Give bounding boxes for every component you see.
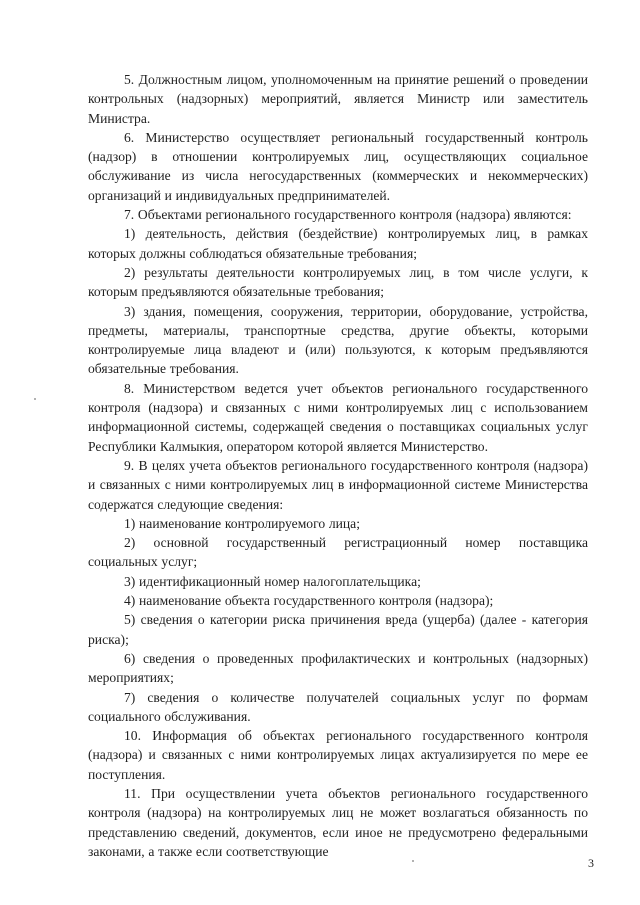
paragraph-9-item-7: 7) сведения о количестве получателей социальных услуг по формам социального обслуживания. [88,689,588,724]
paragraph-7-item-3: 3) здания, помещения, сооружения, территории, оборудование, устройства, предметы, материалы, транспортные средства, другие объекты, которыми контролируемые лица владеют и (или) пользуются, к которым предъявляются обязательные требования. [88,303,588,377]
paragraph-9-item-1: 1) наименование контролируемого лица; [124,515,360,531]
paragraph-9-item-3: 3) идентификационный номер налогоплательщика; [124,573,421,589]
paragraph-9-item-2: 2) основной государственный регистрационный номер поставщика социальных услуг; [88,535,588,570]
paragraph-8: 8. Министерством ведется учет объектов регионального государственного контроля (надзора) и связанных с ними контролируемых лиц с использованием информационной системы, содержащей сведения о поставщиках социальных услуг Республики Калмыкия, оператором которой является Министерство. [88,380,588,454]
scan-speck [412,860,414,862]
paragraph-11: 11. При осуществлении учета объектов регионального государственного контроля (надзора) на контролируемых лиц не может возлагаться обязанность по представлению сведений, документов, если иное не предусмотрено федеральными законами, а также если соответствующие [88,785,588,859]
scan-speck [34,398,36,400]
paragraph-6: 6. Министерство осуществляет региональный государственный контроль (надзор) в отношении контролируемых лиц, осуществляющих социальное обслуживание из числа негосударственных (коммерческих и некоммерческих) организаций и индивидуальных предпринимателей. [88,129,588,203]
paragraph-5: 5. Должностным лицом, уполномоченным на принятие решений о проведении контрольных (надзорных) мероприятий, является Министр или заместитель Министра. [88,72,588,126]
paragraph-9-item-4: 4) наименование объекта государственного контроля (надзора); [124,593,494,609]
paragraph-10: 10. Информация об объектах регионального государственного контроля (надзора) и связанных с ними контролируемых лицах актуализируется по мере ее поступления. [88,728,588,782]
page-number: 3 [588,856,594,870]
paragraph-7-item-1: 1) деятельность, действия (бездействие) контролируемых лиц, в рамках которых должны соблюдаться обязательные требования; [88,226,588,261]
paragraph-7-item-2: 2) результаты деятельности контролируемых лиц, в том числе услуги, к которым предъявляются обязательные требования; [88,264,588,300]
document-body [88,70,588,861]
paragraph-9-item-6: 6) сведения о проведенных профилактических и контрольных (надзорных) мероприятиях; [88,650,588,686]
paragraph-9: 9. В целях учета объектов регионального государственного контроля (надзора) и связанных с ними контролируемых лиц в информационной системе Министерства содержатся следующие сведения: [88,457,588,512]
paragraph-9-item-5: 5) сведения о категории риска причинения вреда (ущерба) (далее - категория риска); [88,612,588,647]
paragraph-7: 7. Объектами регионального государственного контроля (надзора) являются: [124,207,572,223]
